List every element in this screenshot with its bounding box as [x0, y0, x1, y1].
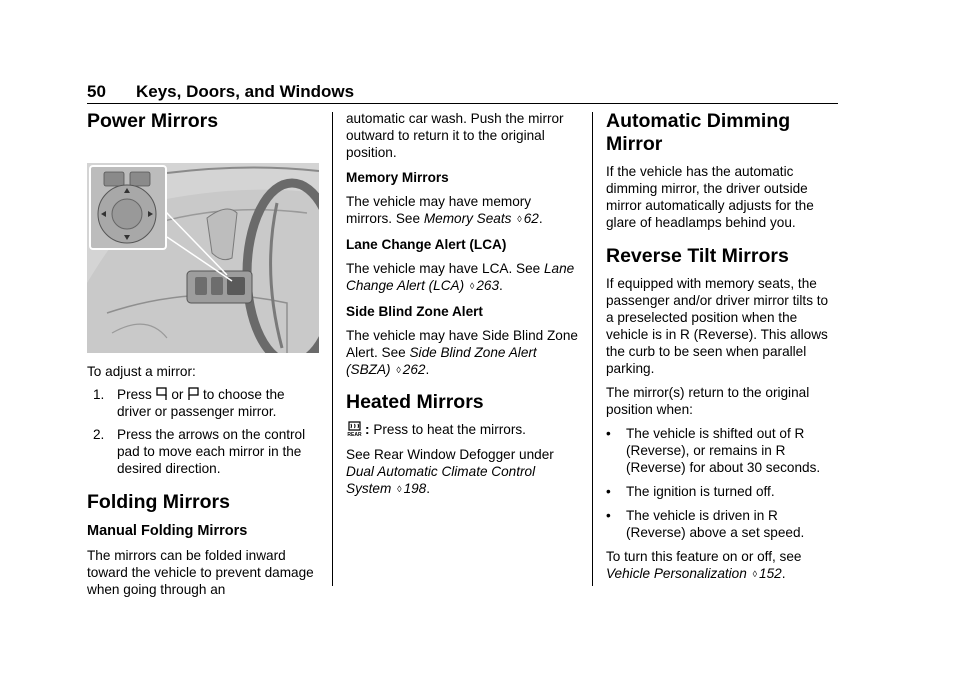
auto-dimming-text: If the vehicle has the automatic dimming mirror, the driver outside mirror automatically adjusts for the glare of headlamps behind you. — [606, 164, 814, 230]
ref-glyph: ◊ — [397, 484, 402, 494]
sbza-link[interactable]: Side Blind Zone Alert (SBZA) — [346, 345, 537, 377]
return-text: The mirror(s) return to the original position when: — [606, 385, 810, 417]
bullet-item — [606, 483, 838, 500]
ref-glyph: ◊ — [517, 214, 522, 224]
rear-icon-label: REAR — [347, 432, 362, 437]
lca-page[interactable]: 263 — [476, 278, 500, 293]
heated-text-body: Press to heat the mirrors. — [373, 422, 526, 437]
bullet-marker: • — [606, 484, 611, 499]
step-1-marker: 1. — [93, 387, 105, 402]
page-number: 50 — [87, 82, 106, 101]
memory-page[interactable]: 62 — [523, 211, 539, 226]
auto-dimming-heading-line2: Mirror — [606, 133, 663, 155]
ref-glyph: ◊ — [396, 365, 401, 375]
bullet-text: The ignition is turned off. — [626, 484, 775, 499]
step-1-press: Press — [117, 387, 152, 402]
ref-glyph: ◊ — [752, 569, 758, 579]
climate-page[interactable]: 198 — [403, 481, 427, 496]
turn-text-body: To turn this feature on or off, see — [606, 549, 802, 564]
personalization-period: . — [781, 566, 786, 581]
turn-text — [606, 548, 838, 583]
memory-mirrors-heading: Memory Mirrors — [346, 170, 449, 185]
ref-glyph: ◊ — [469, 281, 475, 291]
memory-text-body: The vehicle may have memory mirrors. See — [346, 194, 532, 226]
sbza-period: . — [425, 362, 430, 377]
climate-link[interactable]: Dual Automatic Climate Control System — [346, 464, 536, 496]
auto-dimming-heading-line1: Automatic Dimming — [606, 110, 791, 132]
memory-text — [346, 193, 578, 228]
sbza-text-body: The vehicle may have Side Blind Zone Alert. See — [346, 328, 578, 360]
climate-period: . — [426, 481, 431, 496]
personalization-page[interactable]: 152 — [759, 566, 782, 581]
reverse-tilt-text: If equipped with memory seats, the passenger and/or driver mirror tilts to a preselected position when the vehicle is in R (Reverse). This allows the curb to be seen when parallel parking. — [606, 276, 829, 376]
bullet-item — [606, 425, 838, 476]
defogger-text — [346, 446, 578, 498]
step-2-marker: 2. — [93, 427, 105, 442]
bullet-marker: • — [606, 508, 611, 523]
memory-seats-link[interactable]: Memory Seats — [423, 211, 512, 226]
lca-text — [346, 260, 578, 295]
left-mirror-icon — [156, 387, 168, 401]
bullet-item — [606, 507, 838, 541]
mirror-control-figure — [87, 163, 319, 353]
lca-link[interactable]: Lane Change Alert (LCA) — [346, 261, 575, 293]
column-1 — [87, 110, 319, 598]
power-mirrors-heading: Power Mirrors — [87, 110, 219, 132]
folding-mirrors-heading: Folding Mirrors — [87, 491, 230, 513]
sbza-text — [346, 327, 578, 379]
heated-text — [346, 420, 578, 438]
sbza-page[interactable]: 262 — [402, 362, 426, 377]
heated-colon: : — [365, 422, 370, 437]
bullet-text: The vehicle is driven in R (Reverse) above a set speed. — [626, 508, 805, 540]
column-3 — [606, 110, 838, 583]
heated-mirrors-heading: Heated Mirrors — [346, 391, 484, 413]
manual-folding-heading: Manual Folding Mirrors — [87, 523, 248, 539]
step-1-or: or — [171, 387, 184, 402]
step-2-text: Press the arrows on the control pad to move each mirror in the desired direction. — [117, 427, 306, 476]
step-2 — [87, 426, 319, 477]
column-2 — [346, 110, 578, 498]
rear-defog-icon — [346, 420, 363, 437]
personalization-link[interactable]: Vehicle Personalization — [606, 566, 747, 581]
carwash-text: automatic car wash. Push the mirror outward to return it to the original position. — [346, 111, 564, 160]
section-title: Keys, Doors, and Windows — [136, 82, 355, 101]
page-header — [87, 82, 838, 104]
column-divider-1 — [332, 112, 333, 586]
bullet-marker: • — [606, 426, 611, 441]
see-label: See — [346, 447, 371, 462]
reverse-tilt-heading: Reverse Tilt Mirrors — [606, 245, 789, 267]
bullet-text: The vehicle is shifted out of R (Reverse), or remains in R (Reverse) for about 30 seconds. — [626, 426, 821, 475]
memory-period: . — [538, 211, 543, 226]
manual-folding-text: The mirrors can be folded inward toward the vehicle to prevent damage when going through an — [87, 548, 314, 597]
step-1 — [87, 386, 319, 420]
door-panel-illustration — [87, 163, 319, 353]
header-rule — [87, 103, 838, 104]
column-divider-2 — [592, 112, 593, 586]
right-mirror-icon — [187, 387, 199, 401]
sbza-heading: Side Blind Zone Alert — [346, 304, 483, 319]
lca-heading: Lane Change Alert (LCA) — [346, 237, 507, 252]
defogger-name: Rear Window Defogger — [373, 447, 516, 462]
adjust-intro: To adjust a mirror: — [87, 364, 196, 379]
lca-period: . — [499, 278, 503, 293]
step-1-text: to choose the driver or passenger mirror. — [117, 387, 285, 419]
lca-text-body: The vehicle may have LCA. See — [346, 261, 541, 276]
auto-dimming-heading — [606, 110, 838, 156]
under-label: under — [519, 447, 554, 462]
